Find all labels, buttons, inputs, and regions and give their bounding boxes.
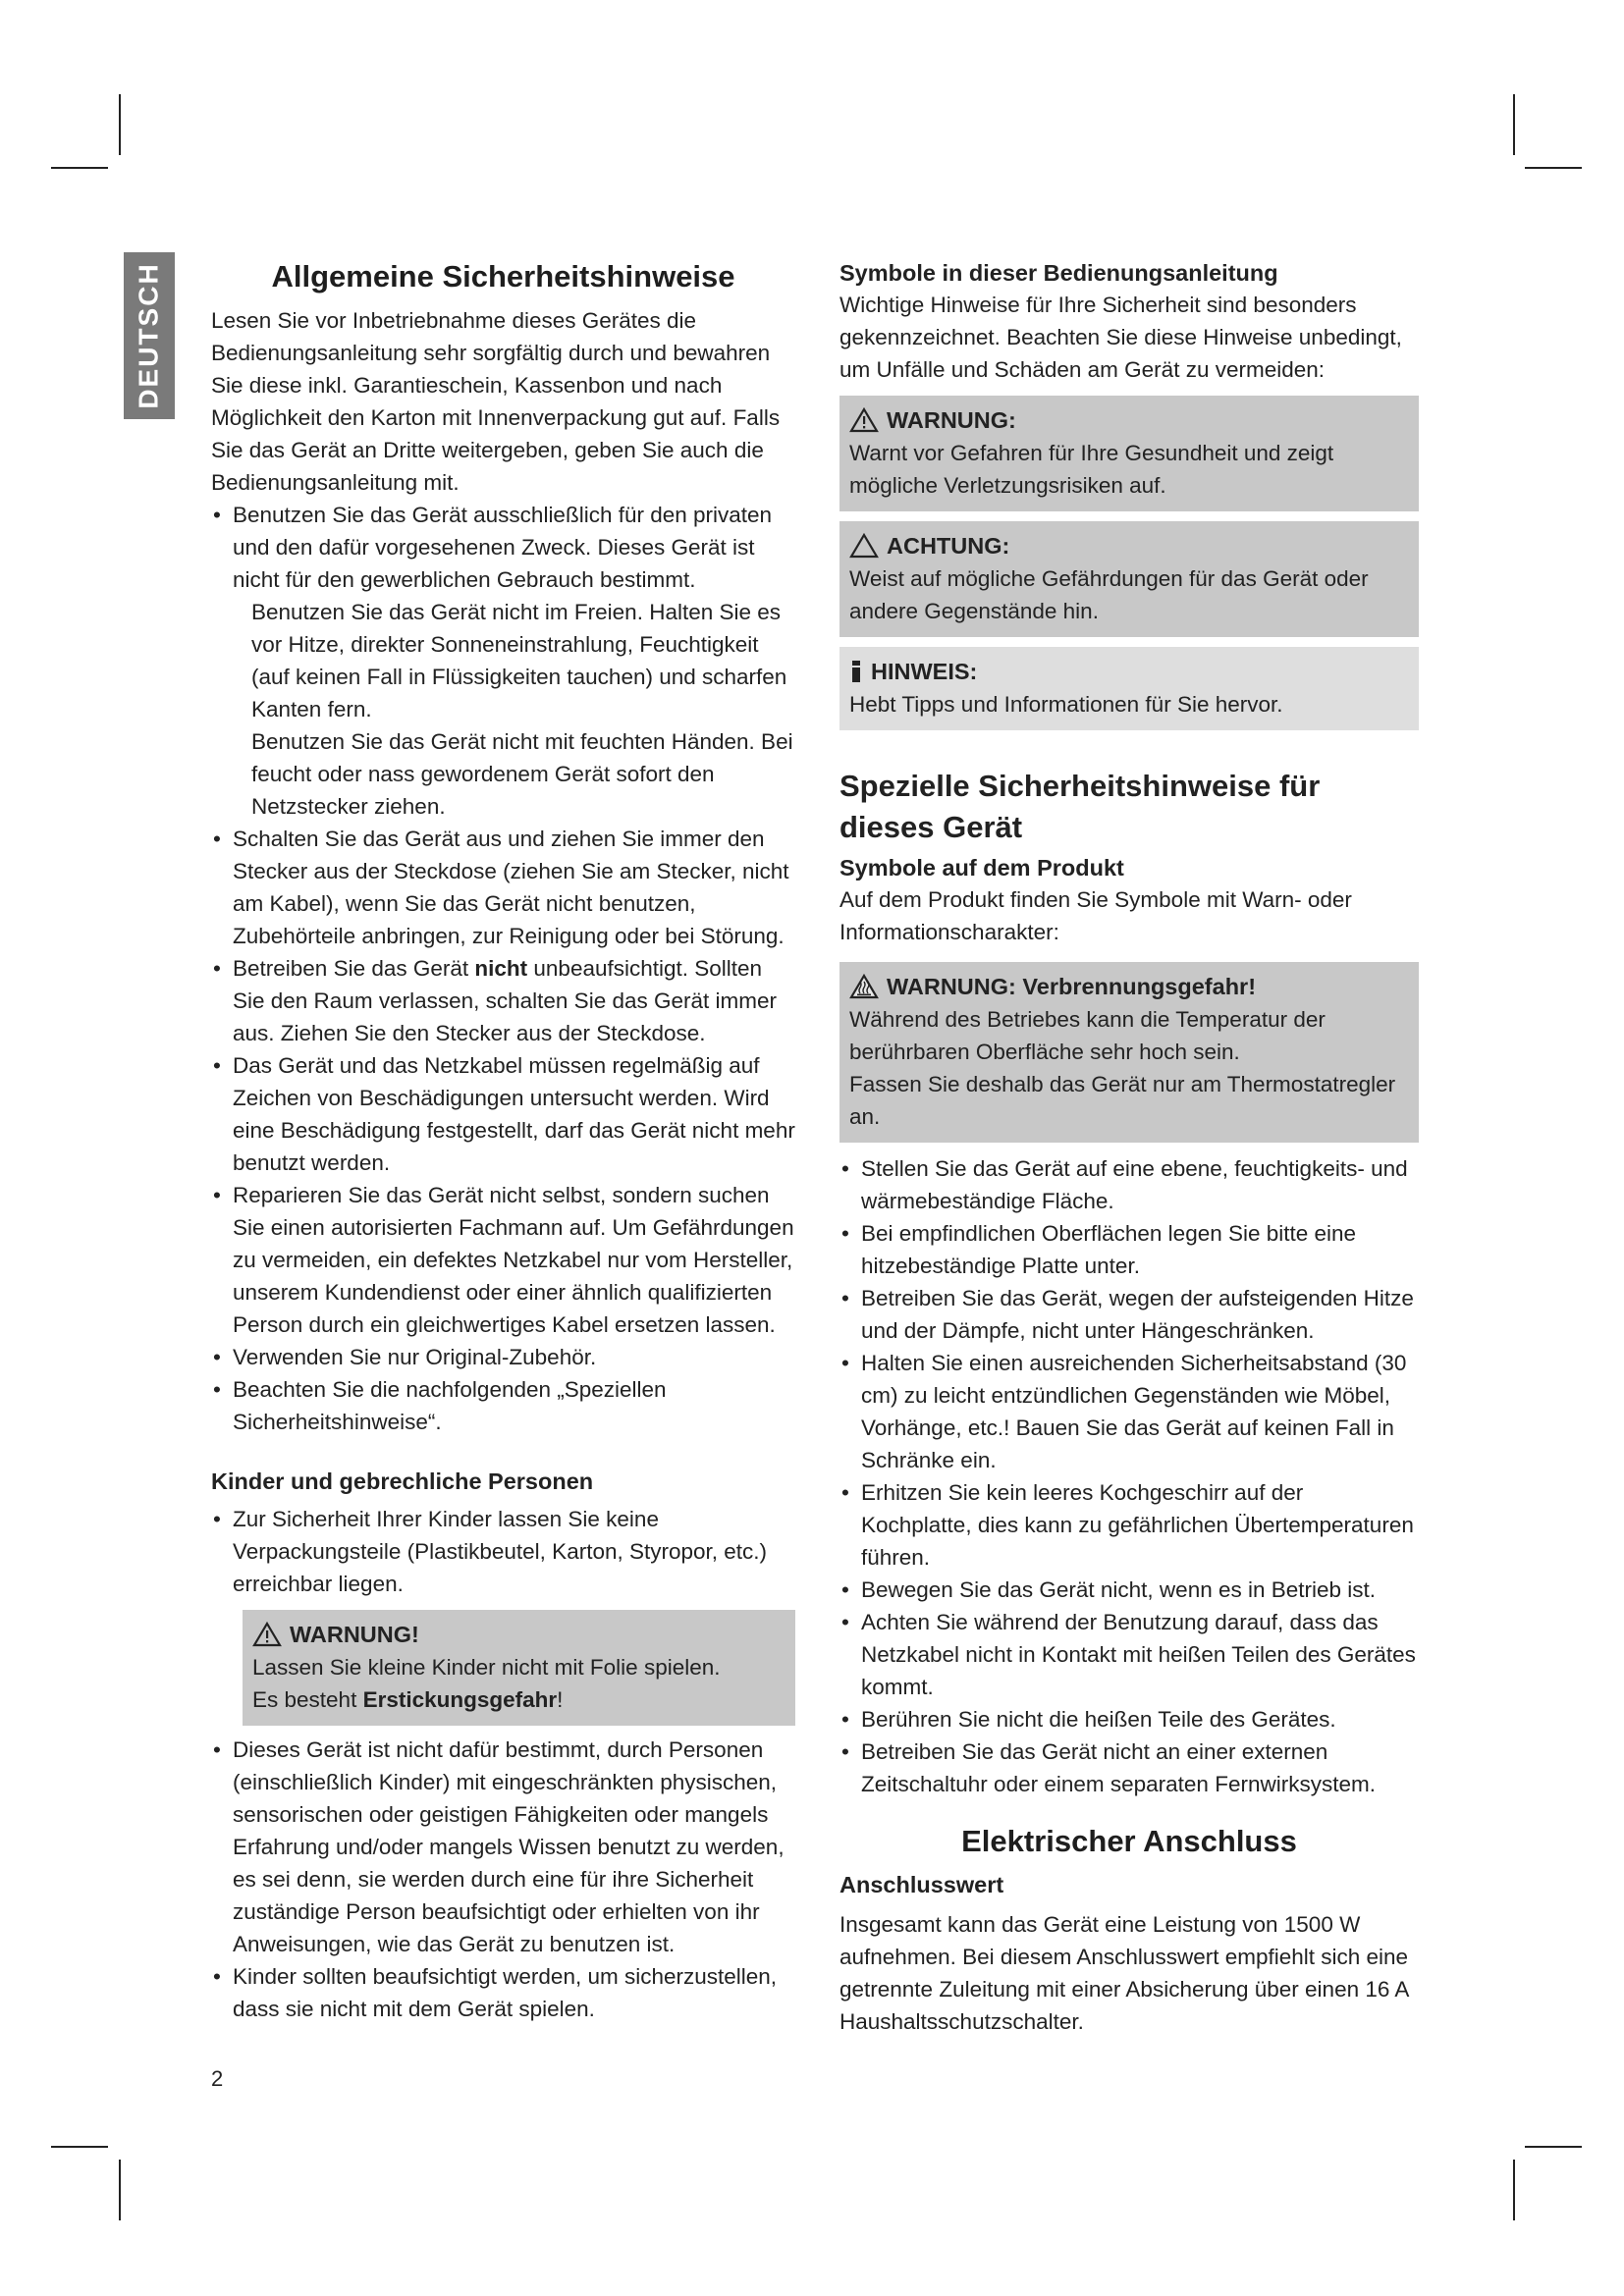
right-column	[839, 257, 1419, 2038]
crop-mark	[1525, 2146, 1582, 2148]
list-item: • Reparieren Sie das Gerät nicht selbst, sondern suchen Sie einen autorisierten Fachmann auf. Um Gefährdungen zu vermeiden, ein defektes Netzkabel nur vom Hersteller, unserem Kundendienst oder einer ähnlich qualifizierten Person durch ein gleichwertiges Kabel ersetzen lassen.	[211, 1179, 795, 1341]
list-item: • Betreiben Sie das Gerät nicht unbeaufsichtigt. Sollten Sie den Raum verlassen, schalten Sie das Gerät immer aus. Ziehen Sie den Stecker aus der Steckdose.	[211, 952, 795, 1049]
list-item: • Erhitzen Sie kein leeres Kochgeschirr auf der Kochplatte, dies kann zu gefährlichen Übertemperaturen führen.	[839, 1476, 1419, 1574]
warning-legend-heading: WARNUNG:	[887, 407, 1016, 433]
list-item: • Schalten Sie das Gerät aus und ziehen Sie immer den Stecker aus der Steckdose (ziehen Sie am Stecker, nicht am Kabel), wenn Sie das Gerät nicht benutzen, Zubehörteile anbringen, zur Reinigung oder bei Störung.	[211, 823, 795, 952]
crop-mark	[1513, 2160, 1515, 2220]
crop-mark	[1513, 94, 1515, 155]
general-safety-list	[211, 499, 795, 1438]
list-item: • Bewegen Sie das Gerät nicht, wenn es in Betrieb ist.	[839, 1574, 1419, 1606]
children-list-continued	[211, 1734, 795, 2025]
crop-mark	[119, 94, 121, 155]
list-item: • Benutzen Sie das Gerät ausschließlich für den privaten und den dafür vorgesehenen Zweck. Dieses Gerät ist nicht für den gewerblichen Gebrauch bestimmt. Benutzen Sie das Gerät nicht im Freien. Halten Sie es vor Hitze, direkter Sonneneinstrahlung, Feuchtigkeit (auf keinen Fall in Flüssigkeiten tauchen) und scharfen Kanten fern. Benutzen Sie das Gerät nicht mit feuchten Händen. Bei feucht oder nass gewordenem Gerät sofort den Netzstecker ziehen.	[211, 499, 795, 823]
electric-connection-title: Elektrischer Anschluss	[961, 1824, 1297, 1858]
crop-mark	[119, 2160, 121, 2220]
hot-surface-icon	[849, 974, 879, 999]
child-warning-line2: Es besteht Erstickungsgefahr!	[252, 1687, 564, 1712]
section-title-general-safety: Allgemeine Sicherheitshinweise	[271, 259, 735, 294]
warning-legend-box	[839, 396, 1419, 511]
caution-triangle-icon	[849, 533, 879, 559]
info-icon	[849, 659, 863, 684]
burn-warning-text: Fassen Sie deshalb das Gerät nur am Thermostatregler an.	[849, 1072, 1396, 1129]
device-safety-list	[839, 1152, 1419, 1800]
page-number: 2	[211, 2066, 224, 2091]
list-item: • Betreiben Sie das Gerät, wegen der aufsteigenden Hitze und der Dämpfe, nicht unter Hängeschränken.	[839, 1282, 1419, 1347]
language-tab-label: DEUTSCH	[134, 262, 164, 409]
connection-value-text: Insgesamt kann das Gerät eine Leistung von 1500 W aufnehmen. Bei diesem Anschlusswert empfiehlt sich eine getrennte Zuleitung mit einer Absicherung über einen 16 A Haushaltsschutzschalter.	[839, 1912, 1409, 2034]
symbols-heading: Symbole in dieser Bedienungsanleitung	[839, 260, 1278, 286]
caution-legend-box	[839, 521, 1419, 637]
crop-mark	[51, 2146, 108, 2148]
product-symbols-heading: Symbole auf dem Produkt	[839, 855, 1124, 881]
caution-legend-text: Weist auf mögliche Gefährdungen für das Gerät oder andere Gegenstände hin.	[849, 566, 1369, 623]
special-safety-title: Spezielle Sicherheitshinweise für dieses Gerät	[839, 769, 1321, 844]
children-heading: Kinder und gebrechliche Personen	[211, 1468, 594, 1494]
children-list	[211, 1503, 795, 1600]
list-item: • Achten Sie während der Benutzung darauf, dass das Netzkabel nicht in Kontakt mit heißen Teilen des Gerätes kommt.	[839, 1606, 1419, 1703]
list-item: • Verwenden Sie nur Original-Zubehör.	[211, 1341, 795, 1373]
caution-legend-heading: ACHTUNG:	[887, 533, 1010, 559]
list-item: • Beachten Sie die nachfolgenden „Speziellen Sicherheitshinweise“.	[211, 1373, 795, 1438]
language-tab	[124, 252, 175, 419]
child-warning-line1: Lassen Sie kleine Kinder nicht mit Folie spielen.	[252, 1655, 721, 1680]
note-legend-heading: HINWEIS:	[871, 659, 978, 684]
list-item-continuation: Benutzen Sie das Gerät nicht mit feuchten Händen. Bei feucht oder nass gewordenem Gerät sofort den Netzstecker ziehen.	[251, 729, 793, 819]
list-item: • Berühren Sie nicht die heißen Teile des Gerätes.	[839, 1703, 1419, 1735]
list-item: • Kinder sollten beaufsichtigt werden, um sicherzustellen, dass sie nicht mit dem Gerät spielen.	[211, 1960, 795, 2025]
child-warning-heading: WARNUNG!	[290, 1622, 419, 1647]
crop-mark	[1525, 167, 1582, 169]
list-item: • Dieses Gerät ist nicht dafür bestimmt, durch Personen (einschließlich Kinder) mit eingeschränkten physischen, sensorischen oder geistigen Fähigkeiten oder mangels Erfahrung und/oder mangels Wissen benutzt zu werden, es sei denn, sie werden durch eine für ihre Sicherheit zuständige Person beaufsichtigt oder erhielten von ihr Anweisungen, wie das Gerät zu benutzen ist.	[211, 1734, 795, 1960]
warning-triangle-icon	[849, 407, 879, 433]
list-item: • Das Gerät und das Netzkabel müssen regelmäßig auf Zeichen von Beschädigungen untersucht werden. Wird eine Beschädigung festgestellt, darf das Gerät nicht mehr benutzt werden.	[211, 1049, 795, 1179]
connection-value-heading: Anschlusswert	[839, 1872, 1004, 1897]
crop-mark	[51, 167, 108, 169]
warning-triangle-icon	[252, 1622, 282, 1647]
child-warning-box	[243, 1610, 795, 1726]
product-symbols-intro: Auf dem Produkt finden Sie Symbole mit Warn- oder Informationscharakter:	[839, 887, 1352, 944]
list-item: • Halten Sie einen ausreichenden Sicherheitsabstand (30 cm) zu leicht entzündlichen Gegenständen wie Möbel, Vorhänge, etc.! Bauen Sie das Gerät auf keinen Fall in Schränke ein.	[839, 1347, 1419, 1476]
list-item: • Bei empfindlichen Oberflächen legen Sie bitte eine hitzebeständige Platte unter.	[839, 1217, 1419, 1282]
burn-warning-text: Während des Betriebes kann die Temperatur der berührbaren Oberfläche sehr hoch sein.	[849, 1007, 1326, 1064]
burn-warning-box	[839, 962, 1419, 1143]
left-column	[211, 257, 795, 2025]
list-item: • Stellen Sie das Gerät auf eine ebene, feuchtigkeits- und wärmebeständige Fläche.	[839, 1152, 1419, 1217]
list-item: • Betreiben Sie das Gerät nicht an einer externen Zeitschaltuhr oder einem separaten Fernwirksystem.	[839, 1735, 1419, 1800]
intro-paragraph: Lesen Sie vor Inbetriebnahme dieses Gerätes die Bedienungsanleitung sehr sorgfältig durch und bewahren Sie diese inkl. Garantieschein, Kassenbon und nach Möglichkeit den Karton mit Innenverpackung gut auf. Falls Sie das Gerät an Dritte weitergeben, geben Sie auch die Bedienungsanleitung mit.	[211, 308, 781, 495]
symbols-intro: Wichtige Hinweise für Ihre Sicherheit sind besonders gekennzeichnet. Beachten Sie diese Hinweise unbedingt, um Unfälle und Schäden am Gerät zu vermeiden:	[839, 293, 1402, 382]
warning-legend-text: Warnt vor Gefahren für Ihre Gesundheit und zeigt mögliche Verletzungsrisiken auf.	[849, 441, 1334, 498]
note-legend-text: Hebt Tipps und Informationen für Sie hervor.	[849, 692, 1283, 717]
burn-warning-heading: WARNUNG: Verbrennungsgefahr!	[887, 974, 1257, 999]
list-item-continuation: Benutzen Sie das Gerät nicht im Freien. Halten Sie es vor Hitze, direkter Sonneneinstrahlung, Feuchtigkeit (auf keinen Fall in Flüssigkeiten tauchen) und scharfen Kanten fern.	[251, 600, 787, 721]
list-item: • Zur Sicherheit Ihrer Kinder lassen Sie keine Verpackungsteile (Plastikbeutel, Karton, Styropor, etc.) erreichbar liegen.	[211, 1503, 795, 1600]
note-legend-box	[839, 647, 1419, 730]
